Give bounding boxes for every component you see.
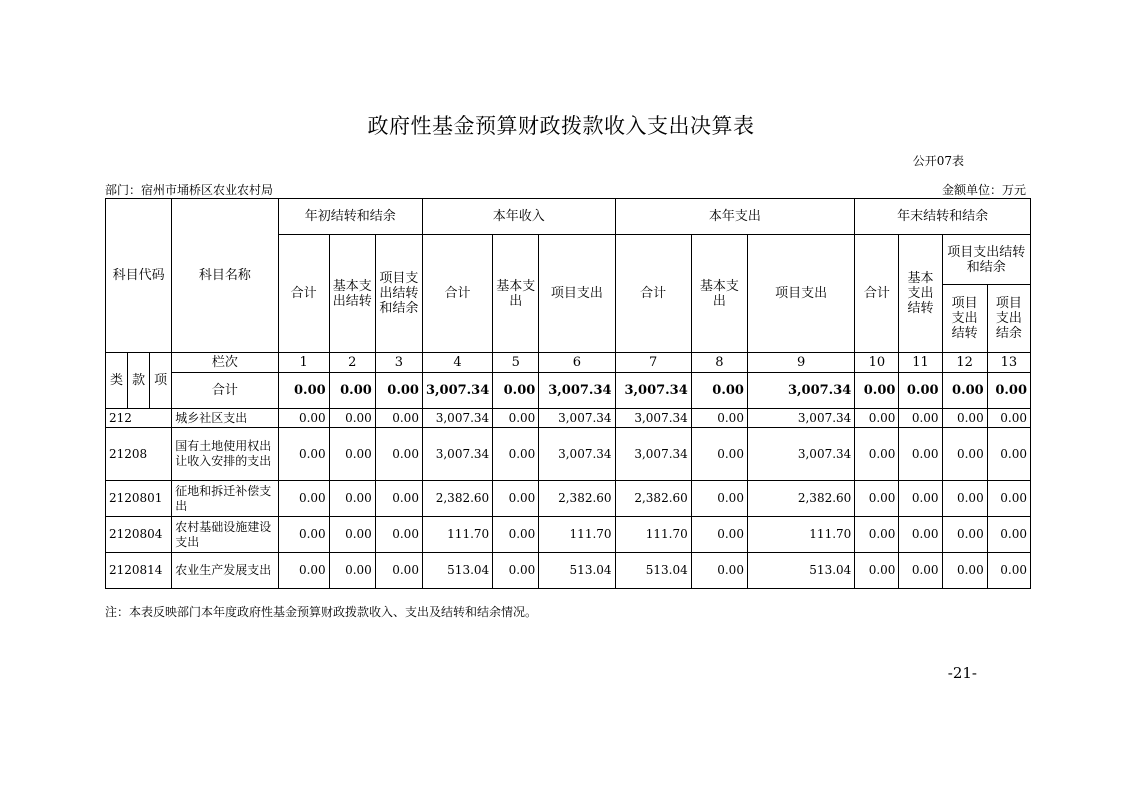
row-value: 0.00 xyxy=(899,481,942,517)
row-value: 2,382.60 xyxy=(422,481,492,517)
total-value: 0.00 xyxy=(987,373,1030,409)
header-income-basic: 基本支出 xyxy=(493,235,539,353)
table-row xyxy=(106,428,1031,481)
header-lei: 类 xyxy=(106,353,128,409)
row-value: 3,007.34 xyxy=(539,409,615,428)
header-subject-code: 科目代码 xyxy=(106,199,172,353)
row-value: 0.00 xyxy=(375,553,422,589)
row-value: 0.00 xyxy=(691,409,747,428)
header-xiang: 项 xyxy=(150,353,172,409)
row-value: 0.00 xyxy=(942,409,987,428)
header-column-index: 栏次 xyxy=(172,353,278,373)
col-number: 8 xyxy=(691,353,747,373)
row-name: 城乡社区支出 xyxy=(172,409,278,428)
row-value: 0.00 xyxy=(493,553,539,589)
total-value: 0.00 xyxy=(278,373,329,409)
row-value: 0.00 xyxy=(278,517,329,553)
row-value: 0.00 xyxy=(691,481,747,517)
header-expense-basic: 基本支出 xyxy=(691,235,747,353)
col-number: 12 xyxy=(942,353,987,373)
row-name: 国有土地使用权出让收入安排的支出 xyxy=(172,428,278,481)
row-value: 3,007.34 xyxy=(747,428,854,481)
row-value: 111.70 xyxy=(615,517,691,553)
row-value: 0.00 xyxy=(855,517,899,553)
row-value: 0.00 xyxy=(855,409,899,428)
row-value: 0.00 xyxy=(691,517,747,553)
document-title: 政府性基金预算财政拨款收入支出决算表 xyxy=(367,114,755,138)
row-name: 农村基础设施建设支出 xyxy=(172,517,278,553)
unit-label: 金额单位：万元 xyxy=(941,183,1026,197)
row-value: 0.00 xyxy=(987,517,1030,553)
col-number: 4 xyxy=(422,353,492,373)
row-value: 0.00 xyxy=(493,409,539,428)
table-row xyxy=(106,517,1031,553)
row-value: 0.00 xyxy=(375,428,422,481)
table-code: 公开07表 xyxy=(912,154,964,168)
row-value: 0.00 xyxy=(493,517,539,553)
row-value: 0.00 xyxy=(493,428,539,481)
row-value: 3,007.34 xyxy=(539,428,615,481)
row-value: 513.04 xyxy=(615,553,691,589)
row-value: 0.00 xyxy=(329,428,375,481)
budget-table xyxy=(105,198,1031,589)
header-income-project: 项目支出 xyxy=(539,235,615,353)
header-end-total: 合计 xyxy=(855,235,899,353)
row-value: 0.00 xyxy=(987,481,1030,517)
header-end-project-carry: 项目支出结转 xyxy=(942,285,987,353)
row-value: 0.00 xyxy=(329,553,375,589)
row-value: 0.00 xyxy=(899,428,942,481)
header-end-project-group: 项目支出结转和结余 xyxy=(942,235,1030,285)
total-value: 0.00 xyxy=(942,373,987,409)
row-value: 3,007.34 xyxy=(747,409,854,428)
header-group-end: 年末结转和结余 xyxy=(855,199,1031,235)
header-income-total: 合计 xyxy=(422,235,492,353)
row-code: 2120814 xyxy=(106,553,172,589)
row-value: 0.00 xyxy=(375,517,422,553)
row-value: 2,382.60 xyxy=(539,481,615,517)
page-number: -21- xyxy=(947,664,977,682)
header-group-expense: 本年支出 xyxy=(615,199,855,235)
header-begin-project: 项目支出结转和结余 xyxy=(375,235,422,353)
row-value: 0.00 xyxy=(987,428,1030,481)
row-value: 513.04 xyxy=(747,553,854,589)
row-value: 0.00 xyxy=(899,409,942,428)
row-value: 111.70 xyxy=(539,517,615,553)
col-number: 10 xyxy=(855,353,899,373)
row-value: 513.04 xyxy=(422,553,492,589)
col-number: 5 xyxy=(493,353,539,373)
row-name: 征地和拆迁补偿支出 xyxy=(172,481,278,517)
row-code: 2120801 xyxy=(106,481,172,517)
row-value: 3,007.34 xyxy=(615,428,691,481)
row-value: 0.00 xyxy=(855,481,899,517)
row-value: 3,007.34 xyxy=(422,409,492,428)
total-value: 0.00 xyxy=(329,373,375,409)
row-code: 21208 xyxy=(106,428,172,481)
header-kuan: 款 xyxy=(128,353,150,409)
col-number: 6 xyxy=(539,353,615,373)
col-number: 2 xyxy=(329,353,375,373)
col-number: 7 xyxy=(615,353,691,373)
table-row xyxy=(106,481,1031,517)
header-begin-total: 合计 xyxy=(278,235,329,353)
row-value: 0.00 xyxy=(942,481,987,517)
total-value: 3,007.34 xyxy=(615,373,691,409)
row-value: 0.00 xyxy=(329,409,375,428)
row-code: 2120804 xyxy=(106,517,172,553)
header-group-income: 本年收入 xyxy=(422,199,615,235)
col-number: 1 xyxy=(278,353,329,373)
row-value: 111.70 xyxy=(747,517,854,553)
row-value: 0.00 xyxy=(278,553,329,589)
header-end-basic: 基本支出结转 xyxy=(899,235,942,353)
row-value: 0.00 xyxy=(278,428,329,481)
row-value: 2,382.60 xyxy=(747,481,854,517)
total-value: 3,007.34 xyxy=(422,373,492,409)
total-value: 0.00 xyxy=(691,373,747,409)
row-value: 0.00 xyxy=(899,517,942,553)
row-value: 0.00 xyxy=(691,428,747,481)
total-value: 3,007.34 xyxy=(539,373,615,409)
header-group-begin: 年初结转和结余 xyxy=(278,199,422,235)
total-value: 0.00 xyxy=(855,373,899,409)
row-value: 0.00 xyxy=(987,409,1030,428)
row-name: 农业生产发展支出 xyxy=(172,553,278,589)
row-value: 0.00 xyxy=(942,517,987,553)
header-expense-total: 合计 xyxy=(615,235,691,353)
total-value: 3,007.34 xyxy=(747,373,854,409)
header-expense-project: 项目支出 xyxy=(747,235,854,353)
row-value: 3,007.34 xyxy=(615,409,691,428)
row-value: 0.00 xyxy=(987,553,1030,589)
row-value: 0.00 xyxy=(278,409,329,428)
row-value: 3,007.34 xyxy=(422,428,492,481)
col-number: 13 xyxy=(987,353,1030,373)
row-value: 0.00 xyxy=(493,481,539,517)
department-label: 部门：宿州市埇桥区农业农村局 xyxy=(105,183,274,197)
col-number: 9 xyxy=(747,353,854,373)
total-row xyxy=(106,373,1031,409)
row-value: 2,382.60 xyxy=(615,481,691,517)
table-row xyxy=(106,553,1031,589)
col-number: 3 xyxy=(375,353,422,373)
footnote: 注：本表反映部门本年度政府性基金预算财政拨款收入、支出及结转和结余情况。 xyxy=(105,605,538,619)
total-row-label: 合计 xyxy=(172,373,278,409)
total-value: 0.00 xyxy=(375,373,422,409)
row-value: 0.00 xyxy=(855,553,899,589)
total-value: 0.00 xyxy=(899,373,942,409)
row-value: 0.00 xyxy=(899,553,942,589)
row-value: 0.00 xyxy=(329,481,375,517)
row-value: 0.00 xyxy=(375,409,422,428)
header-subject-name: 科目名称 xyxy=(172,199,278,353)
header-end-project-balance: 项目支出结余 xyxy=(987,285,1030,353)
row-value: 0.00 xyxy=(278,481,329,517)
row-value: 0.00 xyxy=(942,553,987,589)
row-value: 0.00 xyxy=(329,517,375,553)
header-begin-basic: 基本支出结转 xyxy=(329,235,375,353)
row-value: 513.04 xyxy=(539,553,615,589)
row-value: 0.00 xyxy=(375,481,422,517)
row-value: 0.00 xyxy=(855,428,899,481)
total-value: 0.00 xyxy=(493,373,539,409)
row-value: 111.70 xyxy=(422,517,492,553)
table-row xyxy=(106,409,1031,428)
row-code: 212 xyxy=(106,409,172,428)
row-value: 0.00 xyxy=(942,428,987,481)
col-number: 11 xyxy=(899,353,942,373)
row-value: 0.00 xyxy=(691,553,747,589)
